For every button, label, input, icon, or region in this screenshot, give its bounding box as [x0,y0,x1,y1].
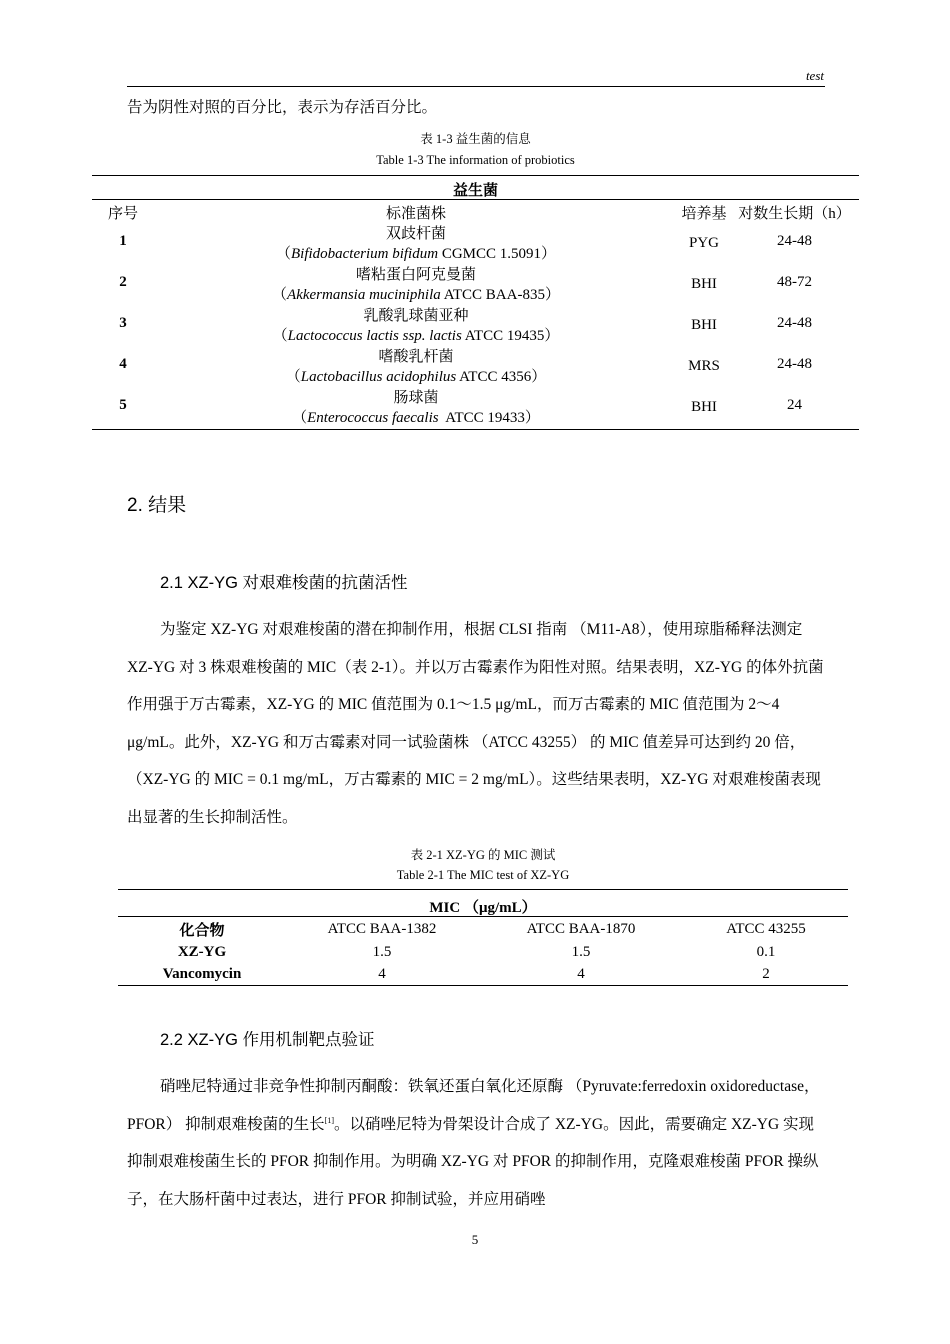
row-number: 3 [119,315,127,331]
mic-table [118,918,848,985]
citation-ref[interactable]: [1] [324,1115,334,1125]
probiotics-table [92,201,859,428]
strain-name-latin: （Akkermansia muciniphila ATCC BAA-835） [272,286,560,303]
table-2-1-caption-en: Table 2-1 The MIC test of XZ-YG [396,868,570,882]
running-header: test [805,68,824,83]
strain-name-cn: 嗜酸乳杆菌 [378,348,454,365]
table-2-1-group-header: MIC （μg/mL） [429,900,537,916]
col-header-strain-2: ATCC BAA-1870 [526,921,636,937]
col-header-medium: 培养基 [681,205,727,222]
table-1-3-caption-en: Table 1-3 The information of probiotics [376,153,575,167]
strain-name-latin: （Bifidobacterium bifidum CGMCC 1.5091） [275,245,557,262]
mic-value-cell: 2 [762,965,770,982]
log-phase-cell: 48-72 [777,274,812,290]
strain-cell [154,305,678,346]
strain-name-latin: （Lactobacillus acidophilus ATCC 4356） [285,368,547,385]
log-phase-cell: 24-48 [777,233,812,249]
subsection-heading-2-2: 2.2 XZ-YG 作用机制靶点验证 [160,1031,375,1049]
col-header-strain-3: ATCC 43255 [726,921,806,937]
mic-value-cell: 1.5 [571,943,591,960]
paragraph-2-2: 硝唑尼特通过非竞争性抑制丙酮酸：铁氧还蛋白氧化还原酶 （Pyruvate:ferredoxin oxidoreductase，PFOR） 抑制艰难梭菌的生长[1]。以硝唑尼特为骨架设计合成了 XZ-YG。因此，需要确定 XZ-YG 实现抑制艰难梭菌生长的 PFOR 抑制作用。为明确 XZ-YG 对 PFOR 的抑制作用，克隆艰难梭菌 PFOR 操纵子，在大肠杆菌中过表达，进行 PFOR 抑制试验，并应用硝唑 [127,1078,820,1208]
table-2-1-top-rule [118,889,848,890]
log-phase-cell: 24 [787,397,802,413]
table-1-3-caption-cn: 表 1-3 益生菌的信息 [420,132,531,146]
strain-cell [154,346,678,387]
row-number: 1 [119,233,127,249]
row-number: 4 [119,356,127,372]
medium-cell: PYG [688,235,719,251]
medium-cell: BHI [691,399,717,415]
strain-name-cn: 肠球菌 [393,389,439,406]
table-row [92,223,859,264]
medium-cell: BHI [691,276,717,292]
log-phase-cell: 24-48 [777,356,812,372]
header-rule [127,86,825,87]
strain-cell [154,387,678,428]
table-row [92,264,859,305]
row-number: 5 [119,397,127,413]
table-row [118,941,848,963]
mic-value-cell: 1.5 [372,943,392,960]
strain-name-latin: （Enterococcus faecalis ATCC 19433） [292,409,540,426]
mic-value-cell: 4 [378,965,386,982]
table-1-3-group-header: 益生菌 [452,183,498,199]
medium-cell: MRS [688,358,720,374]
strain-name-cn: 乳酸乳球菌亚种 [363,307,469,324]
col-header-log-phase: 对数生长期（h） [738,205,851,222]
medium-cell: BHI [691,317,717,333]
table-header-row [118,918,848,941]
strain-cell [154,264,678,305]
compound-cell: XZ-YG [177,943,227,960]
intro-line: 告为阴性对照的百分比，表示为存活百分比。 [127,99,438,116]
mic-value-cell: 4 [577,965,585,982]
table-row [118,963,848,985]
section-heading-results: 2. 结果 [127,495,187,516]
table-header-row [92,201,859,223]
table-row [92,305,859,346]
strain-name-cn: 嗜粘蛋白阿克曼菌 [355,266,476,283]
row-number: 2 [119,274,127,290]
subsection-heading-2-1: 2.1 XZ-YG 对艰难梭菌的抗菌活性 [160,574,408,592]
mic-value-cell: 0.1 [756,943,776,960]
col-header-strain: 标准菌株 [385,205,446,222]
strain-cell [154,223,678,264]
table-2-1-caption-cn: 表 2-1 XZ-YG 的 MIC 测试 [410,848,556,862]
compound-cell: Vancomycin [162,965,242,982]
page-number: 5 [471,1232,479,1247]
col-header-compound: 化合物 [179,923,225,939]
table-row [92,387,859,428]
table-row [92,346,859,387]
col-header-strain-1: ATCC BAA-1382 [327,921,437,937]
strain-name-latin: （Lactococcus lactis ssp. lactis ATCC 19435） [272,327,560,344]
table-2-1-bottom-rule [118,985,848,986]
paragraph-2-1: 为鉴定 XZ-YG 对艰难梭菌的潜在抑制作用，根据 CLSI 指南 （M11-A8），使用琼脂稀释法测定 XZ-YG 对 3 株艰难梭菌的 MIC（表 2-1）。并以万古霉素作为阳性对照。结果表明，XZ-YG 的体外抗菌作用强于万古霉素，XZ-YG 的 MIC 值范围为 0.1～1.5 μg/mL，而万古霉素的 MIC 值范围为 2～4 μg/mL。此外，XZ-YG 和万古霉素对同一试验菌株 （ATCC 43255） 的 MIC 值差异可达到约 20 倍，（XZ-YG 的 MIC = 0.1 mg/mL，万古霉素的 MIC = 2 mg/mL）。这些结果表明，XZ-YG 对艰难梭菌表现出显著的生长抑制活性。 [127,621,824,826]
strain-name-cn: 双歧杆菌 [385,225,446,242]
table-1-3-top-rule [92,175,859,176]
table-1-3-bottom-rule [92,429,859,430]
col-header-no: 序号 [107,205,138,222]
log-phase-cell: 24-48 [777,315,812,331]
